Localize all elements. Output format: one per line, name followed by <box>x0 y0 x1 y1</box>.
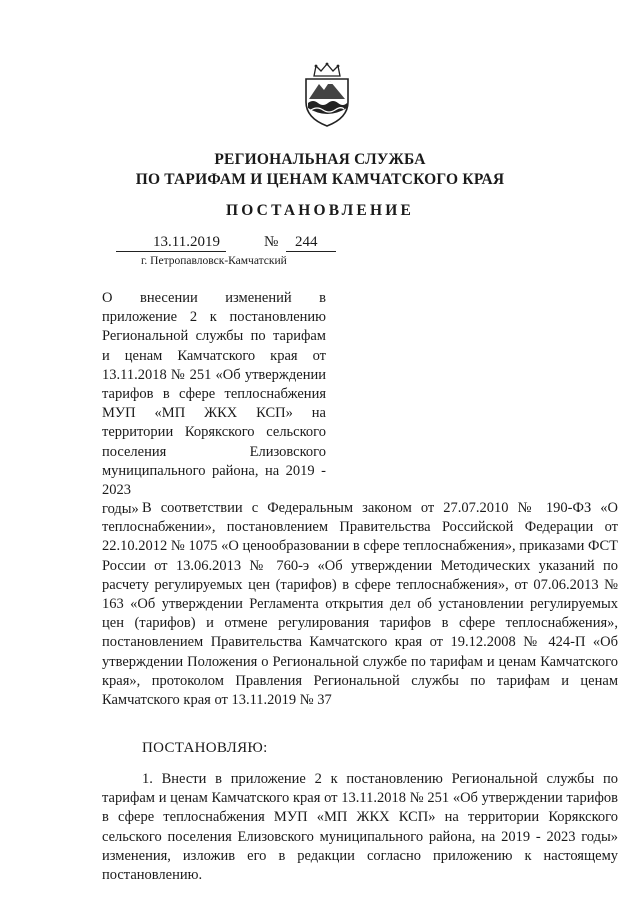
date-underline <box>116 251 226 252</box>
number-underline <box>286 251 336 252</box>
document-date: 13.11.2019 <box>153 234 220 250</box>
organization-name <box>0 150 640 190</box>
organization-line-1: РЕГИОНАЛЬНАЯ СЛУЖБА <box>214 151 426 168</box>
decree-word: ПОСТАНОВЛЯЮ: <box>142 740 268 756</box>
subject-text: О внесении изменений в приложение 2 к постановлению Региональной службы по тарифам и ценам Камчатского края от 13.11.2018 № 251 «Об утверждении тарифов в сфере теплоснабжения МУП «МП ЖКХ КСП» на территории Корякского сельского поселения Елизовского муниципального района, на 2019 - 2023 <box>102 290 326 499</box>
date-number-line <box>100 234 340 254</box>
document-subject <box>102 289 326 519</box>
decree-item-1: 1. Внести в приложение 2 к постановлению Региональной службы по тарифам и ценам Камчатского края от 13.11.2018 № 251 «Об утверждении тарифов в сфере теплоснабжения МУП «МП ЖКХ КСП» на территории Корякского сельского поселения Елизовского муниципального района, на 2019 - 2023 годы» изменения, изложив его в редакции согласно приложению к настоящему постановлению. <box>102 771 618 884</box>
document-type: ПОСТАНОВЛЕНИЕ <box>225 202 415 219</box>
document-city: г. Петропавловск-Камчатский <box>141 255 287 267</box>
document-number: 244 <box>295 234 318 250</box>
preamble-paragraph: В соответствии с Федеральным законом от 27.07.2010 № 190-ФЗ «О теплоснабжении», постановлением Правительства Российской Федерации от 22.10.2012 № 1075 «О ценообразовании в сфере теплоснабжения», приказами ФСТ России от 13.06.2013 № 760-э «Об утверждении Методических указаний по расчету регулируемых цен (тарифов) в сфере теплоснабжения», от 07.06.2013 № 163 «Об утверждении Регламента открытия дел об установлении регулируемых цен (тарифов) и отмене регулирования тарифов в сфере теплоснабжения», постановлением Правительства Камчатского края от 19.12.2008 № 424-П «Об утверждении Положения о Региональной службе по тарифам и ценам Камчатского края», протоколом Правления Региональной службы по тарифам и ценам Камчатского края от 13.11.2019 № 37 <box>102 500 618 709</box>
organization-line-2: ПО ТАРИФАМ И ЦЕНАМ КАМЧАТСКОГО КРАЯ <box>135 171 505 188</box>
kamchatka-coat-of-arms-icon <box>297 62 357 128</box>
subject-text-end: годы» <box>102 501 139 518</box>
number-sign: № <box>264 234 279 250</box>
